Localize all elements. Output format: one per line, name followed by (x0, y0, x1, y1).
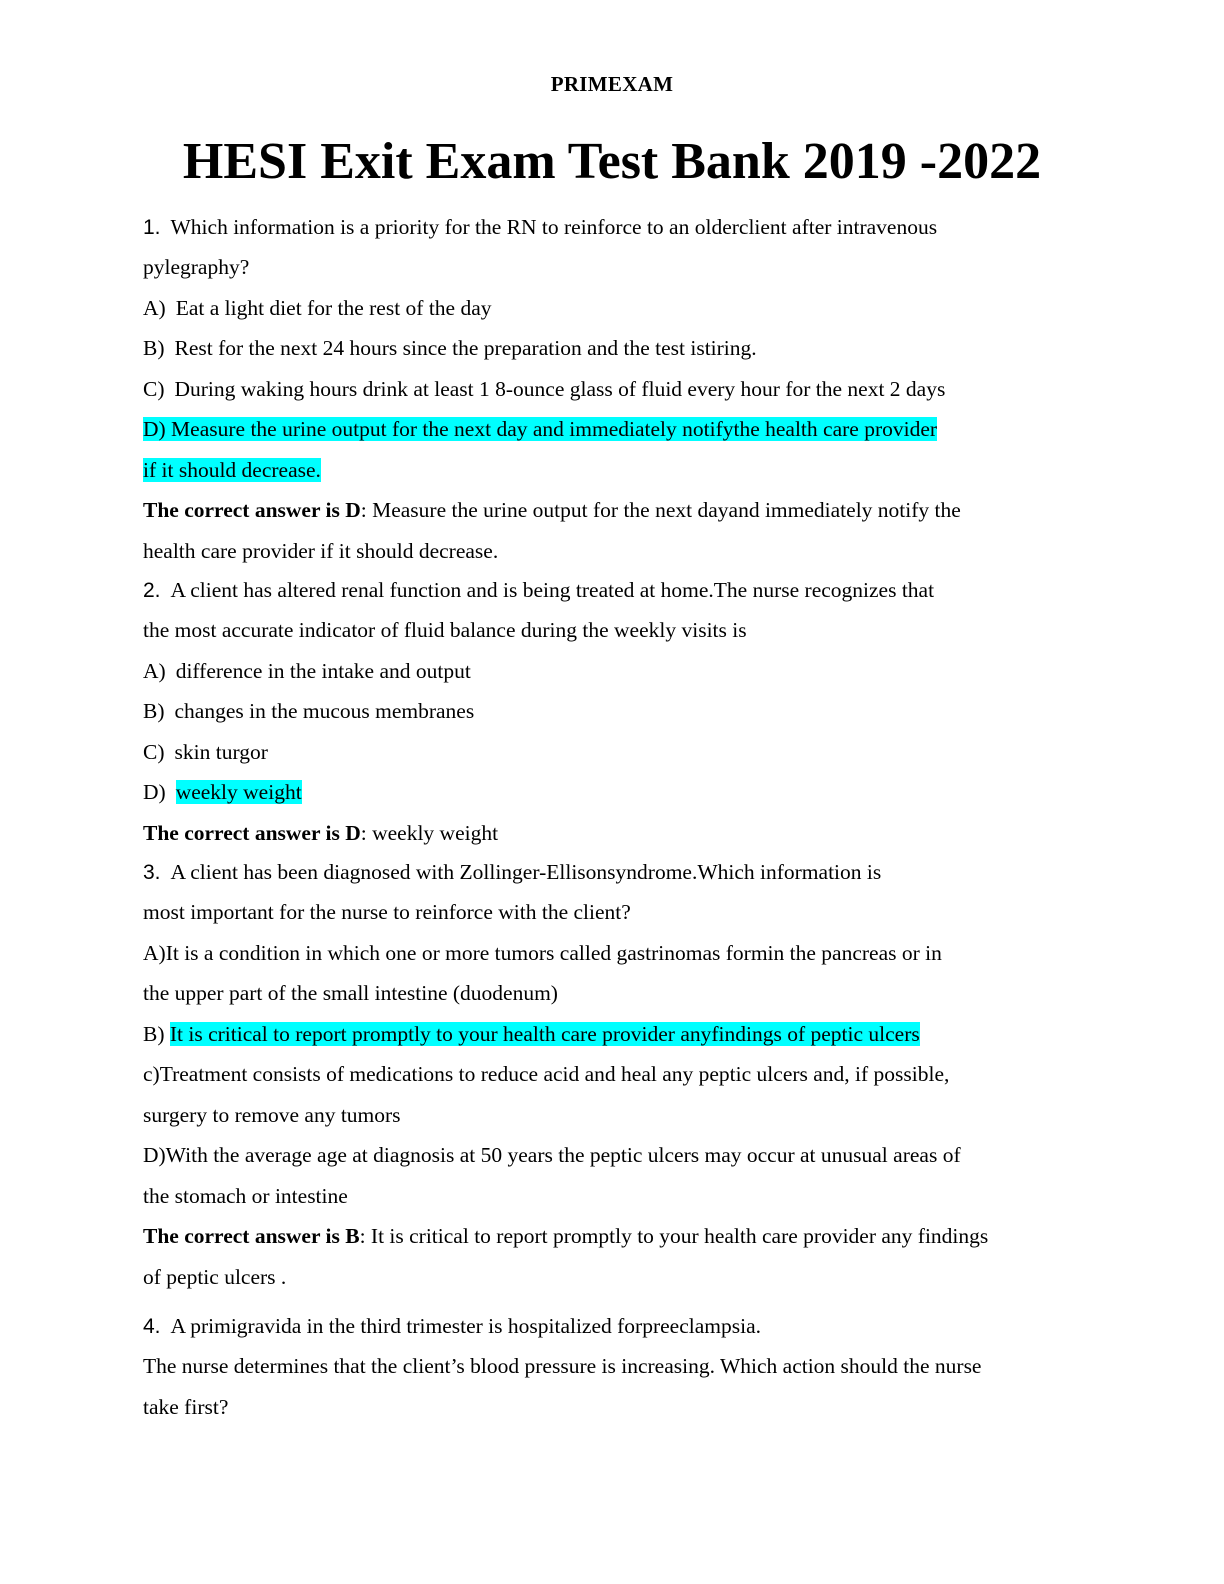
option-label: D) (143, 780, 166, 804)
question-1-stem (143, 208, 1093, 247)
option-c-continued: surgery to remove any tumors (143, 1102, 401, 1127)
question-text-continued: The nurse determines that the client’s blood pressure is increasing. Which action should the nurse (143, 1354, 982, 1378)
option-text: changes in the mucous membranes (174, 699, 475, 723)
correct-answer-text: : weekly weight (360, 820, 499, 845)
question-2-stem (143, 571, 1093, 610)
option-text: Eat a light diet for the rest of the day (175, 295, 492, 320)
correct-answer-label: The correct answer is B (143, 1224, 360, 1248)
option-text: During waking hours drink at least 1 8-ounce glass of fluid every hour for the next 2 days (174, 376, 946, 401)
option-label: A) (143, 940, 166, 965)
option-label: A) (143, 658, 166, 683)
document-body (143, 208, 1093, 1427)
option-text: skin turgor (174, 739, 268, 764)
option-label: C) (143, 739, 165, 764)
question-3 (143, 853, 1093, 1297)
question-text-continued: the most accurate indicator of fluid balance during the weekly visits is (143, 618, 747, 642)
question-3-stem (143, 853, 1093, 892)
question-number: 1. (143, 216, 161, 239)
question-number: 3. (143, 861, 161, 884)
option-label: B) (143, 1021, 165, 1046)
highlighted-answer: if it should decrease. (143, 457, 321, 482)
question-text-continued: most important for the nurse to reinforce with the client? (143, 900, 631, 924)
option-d-continued: the stomach or intestine (143, 1183, 348, 1208)
question-4-stem (143, 1307, 1093, 1346)
correct-answer-continued: health care provider if it should decrease. (143, 538, 499, 563)
question-number: 2. (143, 579, 161, 602)
option-d (143, 772, 1093, 813)
correct-answer-text: : It is critical to report promptly to your health care provider any findings (359, 1224, 989, 1248)
spacer (143, 1297, 1093, 1307)
correct-answer (143, 490, 1093, 531)
correct-answer-continued: of peptic ulcers . (143, 1264, 287, 1289)
highlighted-answer: It is critical to report promptly to your health care provider anyfindings of peptic ulcers (169, 1021, 920, 1046)
question-text-continued: take first? (143, 1394, 229, 1419)
option-text: Rest for the next 24 hours since the preparation and the test istiring. (174, 336, 757, 360)
option-b (143, 1014, 1093, 1055)
option-text: difference in the intake and output (175, 658, 471, 683)
option-label: B) (143, 336, 165, 360)
correct-answer-label: The correct answer is D (143, 820, 361, 845)
question-text-continued: pylegraphy? (143, 255, 250, 279)
highlighted-answer: D) Measure the urine output for the next day and immediately notifythe health care provider (143, 417, 938, 441)
option-a-continued: the upper part of the small intestine (duodenum) (143, 981, 558, 1005)
option-c: c)Treatment consists of medications to reduce acid and heal any peptic ulcers and, if possible, (143, 1062, 950, 1086)
option-a (143, 651, 1093, 692)
question-text: A client has been diagnosed with Zollinger-Ellisonsyndrome.Which information is (170, 860, 882, 884)
document-header: PRIMEXAM (550, 72, 674, 96)
correct-answer-label: The correct answer is D (143, 498, 361, 522)
question-number: 4. (143, 1315, 161, 1338)
highlighted-answer: weekly weight (175, 780, 302, 804)
option-d: D)With the average age at diagnosis at 50 years the peptic ulcers may occur at unusual areas of (143, 1143, 961, 1167)
question-text: Which information is a priority for the RN to reinforce to an olderclient after intravenous (170, 215, 938, 239)
option-a (143, 288, 1093, 329)
correct-answer (143, 1216, 1093, 1257)
correct-answer-text: : Measure the urine output for the next dayand immediately notify the (360, 498, 961, 522)
question-1 (143, 208, 1093, 571)
question-4 (143, 1307, 1093, 1427)
option-text: It is a condition in which one or more tumors called gastrinomas formin the pancreas or in (165, 940, 942, 965)
option-d-highlighted (143, 409, 1093, 450)
question-text: A client has altered renal function and is being treated at home.The nurse recognizes that (170, 578, 935, 602)
option-c (143, 369, 1093, 410)
option-label: B) (143, 699, 165, 723)
option-d-highlighted-continued (143, 450, 1093, 491)
option-a (143, 933, 1093, 974)
document-title: HESI Exit Exam Test Bank 2019 -2022 (182, 133, 1042, 190)
option-b (143, 328, 1093, 369)
option-label: C) (143, 376, 165, 401)
correct-answer (143, 813, 1093, 854)
option-label: A) (143, 295, 166, 320)
option-c (143, 732, 1093, 773)
question-2 (143, 571, 1093, 853)
question-text: A primigravida in the third trimester is hospitalized forpreeclampsia. (170, 1314, 761, 1338)
option-b (143, 691, 1093, 732)
